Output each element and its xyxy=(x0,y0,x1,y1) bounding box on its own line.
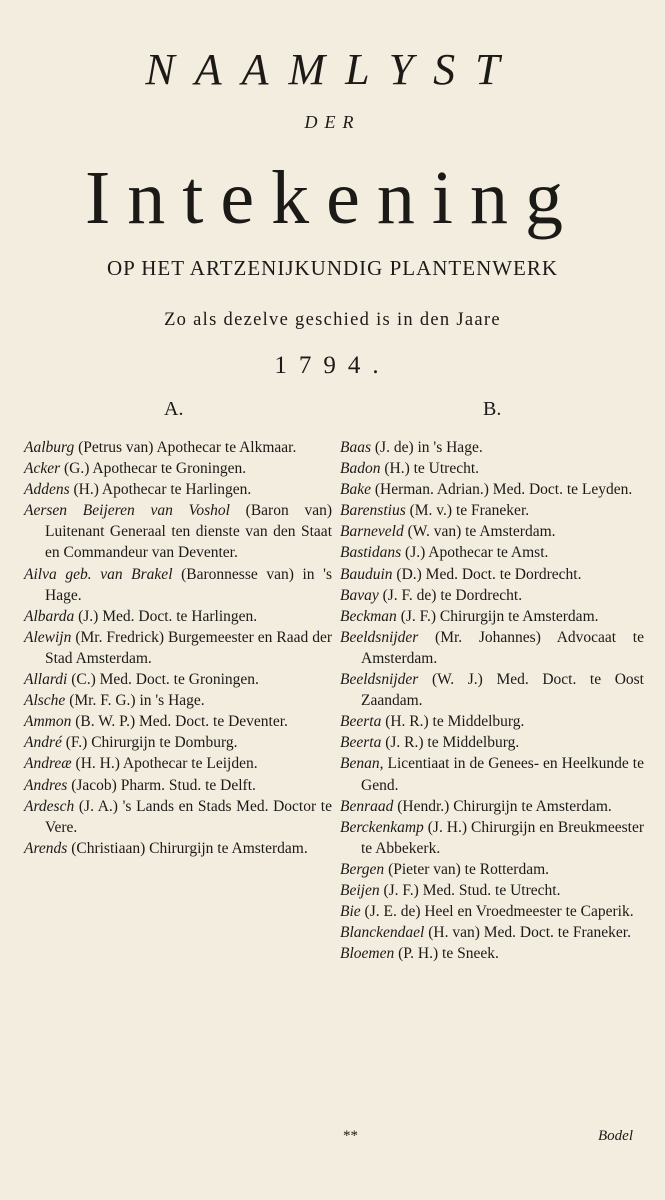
title-der: DER xyxy=(304,112,361,132)
subscriber-entry xyxy=(340,859,644,880)
signature-mark: ** xyxy=(343,1128,358,1144)
subscriber-details: (F.) Chirurgijn te Domburg. xyxy=(61,734,238,752)
subscriber-details: (G.) Apothecar te Groningen. xyxy=(60,460,247,478)
subscriber-name: Acker xyxy=(24,460,61,478)
subscriber-name: Benraad xyxy=(340,797,394,815)
subscriber-details: (Herman. Adrian.) Med. Doct. te Leyden. xyxy=(370,481,633,499)
subscriber-name: Bie xyxy=(340,903,361,921)
subscriber-entry xyxy=(340,479,644,500)
subscriber-entry xyxy=(24,796,332,838)
subscriber-details: (W. J.) Med. Doct. te Oost Zaandam. xyxy=(361,671,644,710)
subscriber-details: (Jacob) Pharm. Stud. te Delft. xyxy=(67,776,256,794)
title-intekening: Intekening xyxy=(84,156,580,240)
subscriber-name: Blanckendael xyxy=(340,924,425,942)
subscriber-entry xyxy=(340,732,644,753)
subscriber-name: Ardesch xyxy=(24,797,75,815)
subscriber-entry xyxy=(340,585,644,606)
subscriber-entry xyxy=(24,753,332,774)
subscriber-entry xyxy=(340,627,644,669)
subscriber-name: Alewijn xyxy=(24,628,72,646)
subscriber-entry xyxy=(24,838,332,859)
subscriber-name: Alsche xyxy=(24,692,66,710)
subscriber-entry xyxy=(24,627,332,669)
subscriber-entry xyxy=(24,732,332,753)
subscriber-entry xyxy=(24,437,332,458)
subscriber-name: Badon xyxy=(340,460,381,478)
subscriber-name: Bavay xyxy=(340,586,379,604)
subscriber-name: Bastidans xyxy=(340,544,402,562)
subscriber-name: Baas xyxy=(340,439,371,456)
subscriber-name: Beerta xyxy=(340,734,382,752)
subscriber-details: (Mr. F. G.) in 's Hage. xyxy=(65,692,205,710)
subscriber-details: (H. H.) Apothecar te Leijden. xyxy=(71,755,258,773)
column-b xyxy=(340,437,644,964)
subscriber-details: , Licentiaat in de Genees- en Heelkunde te Gend. xyxy=(361,755,644,794)
subscriber-details: (Hendr.) Chirurgijn te Amsterdam. xyxy=(393,797,612,815)
subscriber-name: André xyxy=(24,734,62,752)
subscriber-details: (J. F.) Med. Stud. te Utrecht. xyxy=(379,881,561,899)
subscriber-entry xyxy=(340,922,644,943)
subscriber-details: (J. H.) Chirurgijn en Breukmeester te Abbekerk. xyxy=(361,818,644,857)
subscriber-name: Ammon xyxy=(24,713,72,731)
subscriber-entry xyxy=(24,564,332,606)
subscriber-entry xyxy=(24,711,332,732)
subscriber-details: (J.) Med. Doct. te Harlingen. xyxy=(74,607,258,625)
subscriber-details: (J. A.) 's Lands en Stads Med. Doctor te Vere. xyxy=(45,797,332,836)
subscriber-name: Andres xyxy=(24,776,68,794)
column-a xyxy=(24,437,332,859)
subscriber-name: Beerta xyxy=(340,713,382,731)
subscriber-details: (C.) Med. Doct. te Groningen. xyxy=(67,671,259,689)
subscriber-entry xyxy=(340,564,644,585)
subscriber-details: (B. W. P.) Med. Doct. te Deventer. xyxy=(71,713,288,731)
subscriber-details: (H. R.) te Middelburg. xyxy=(381,713,525,731)
subscriber-name: Aersen Beijeren van Voshol xyxy=(24,502,230,520)
subscriber-entry xyxy=(340,500,644,521)
subscriber-entry xyxy=(24,500,332,563)
subscriber-name: Aalburg xyxy=(24,439,75,456)
subscriber-entry xyxy=(24,606,332,627)
subscriber-entry xyxy=(340,606,644,627)
subscriber-name: Benan xyxy=(340,755,380,773)
subscriber-name: Bloemen xyxy=(340,945,395,963)
year: 1794. xyxy=(274,352,391,379)
subscriber-entry xyxy=(340,817,644,859)
subscriber-name: Bauduin xyxy=(340,565,393,583)
subscriber-name: Albarda xyxy=(24,607,75,625)
subscriber-name: Arends xyxy=(24,839,68,857)
subscriber-name: Allardi xyxy=(24,671,68,689)
subscriber-entry xyxy=(340,542,644,563)
subscriber-details: (Baronnesse van) in 's Hage. xyxy=(45,565,332,604)
subtitle-jaare: Zo als dezelve geschied is in den Jaare xyxy=(164,310,501,330)
subscriber-details: (J. F.) Chirurgijn te Amsterdam. xyxy=(396,607,599,625)
subscriber-entry xyxy=(340,711,644,732)
subscriber-name: Bergen xyxy=(340,860,385,878)
subscriber-entry xyxy=(24,479,332,500)
subscriber-entry xyxy=(24,669,332,690)
subscriber-details: (J.) Apothecar te Amst. xyxy=(401,544,549,562)
subscriber-entry xyxy=(340,943,644,964)
subscriber-name: Beijen xyxy=(340,881,380,899)
subscriber-details: (H.) Apothecar te Harlingen. xyxy=(69,481,252,499)
subscriber-entry xyxy=(340,669,644,711)
subscriber-entry xyxy=(340,901,644,922)
subscriber-details: (Mr. Fredrick) Burgemeester en Raad der Stad Amsterdam. xyxy=(45,628,332,667)
subscriber-name: Beeldsnijder xyxy=(340,628,419,646)
subscriber-entry xyxy=(24,775,332,796)
subscriber-entry xyxy=(24,690,332,711)
subscriber-details: (J. R.) te Middelburg. xyxy=(381,734,520,752)
subscriber-details: (W. van) te Amsterdam. xyxy=(403,523,556,541)
subscriber-details: (D.) Med. Doct. te Dordrecht. xyxy=(392,565,582,583)
subscriber-details: (J. E. de) Heel en Vroedmeester te Caperik. xyxy=(360,903,634,921)
subscriber-details: (Baron van) Luitenant Generaal ten dienste van den Staat en Commandeur van Deventer. xyxy=(45,502,332,562)
subscriber-name: Addens xyxy=(24,481,70,499)
subscriber-details: (Pieter van) te Rotterdam. xyxy=(384,860,550,878)
subscriber-entry xyxy=(340,753,644,795)
column-letter-a: A. xyxy=(164,398,184,420)
subscriber-entry xyxy=(340,796,644,817)
subscriber-name: Berckenkamp xyxy=(340,818,424,836)
subscriber-entry xyxy=(340,521,644,542)
title-naamlyst: NAAMLYST xyxy=(145,45,520,94)
subscriber-name: Barenstius xyxy=(340,502,406,520)
subscriber-name: Bake xyxy=(340,481,371,499)
subscriber-name: Beckman xyxy=(340,607,397,625)
subscriber-details: (Christiaan) Chirurgijn te Amsterdam. xyxy=(67,839,308,857)
subscriber-name: Beeldsnijder xyxy=(340,671,419,689)
subtitle-plantenwerk: OP HET ARTZENIJKUNDIG PLANTENWERK xyxy=(106,256,559,280)
subscriber-details: (M. v.) te Franeker. xyxy=(405,502,530,520)
subscriber-details: (H.) te Utrecht. xyxy=(380,460,480,478)
subscriber-entry xyxy=(24,458,332,479)
catchword: Bodel xyxy=(598,1128,633,1144)
subscriber-entry xyxy=(340,458,644,479)
subscriber-details: (J. F. de) te Dordrecht. xyxy=(378,586,523,604)
subscriber-entry xyxy=(340,880,644,901)
subscriber-details: (Petrus van) Apothecar te Alkmaar. xyxy=(74,439,297,456)
subscriber-details: (H. van) Med. Doct. te Franeker. xyxy=(424,924,631,942)
subscriber-name: Barneveld xyxy=(340,523,404,541)
column-letter-b: B. xyxy=(483,398,502,420)
subscriber-entry xyxy=(340,437,644,458)
subscriber-details: (Mr. Johannes) Advocaat te Amsterdam. xyxy=(361,628,644,667)
subscriber-name: Ailva geb. van Brakel xyxy=(24,565,173,583)
subscriber-details: (J. de) in 's Hage. xyxy=(371,439,483,456)
subscriber-name: Andreæ xyxy=(24,755,72,773)
subscriber-details: (P. H.) te Sneek. xyxy=(394,945,499,963)
